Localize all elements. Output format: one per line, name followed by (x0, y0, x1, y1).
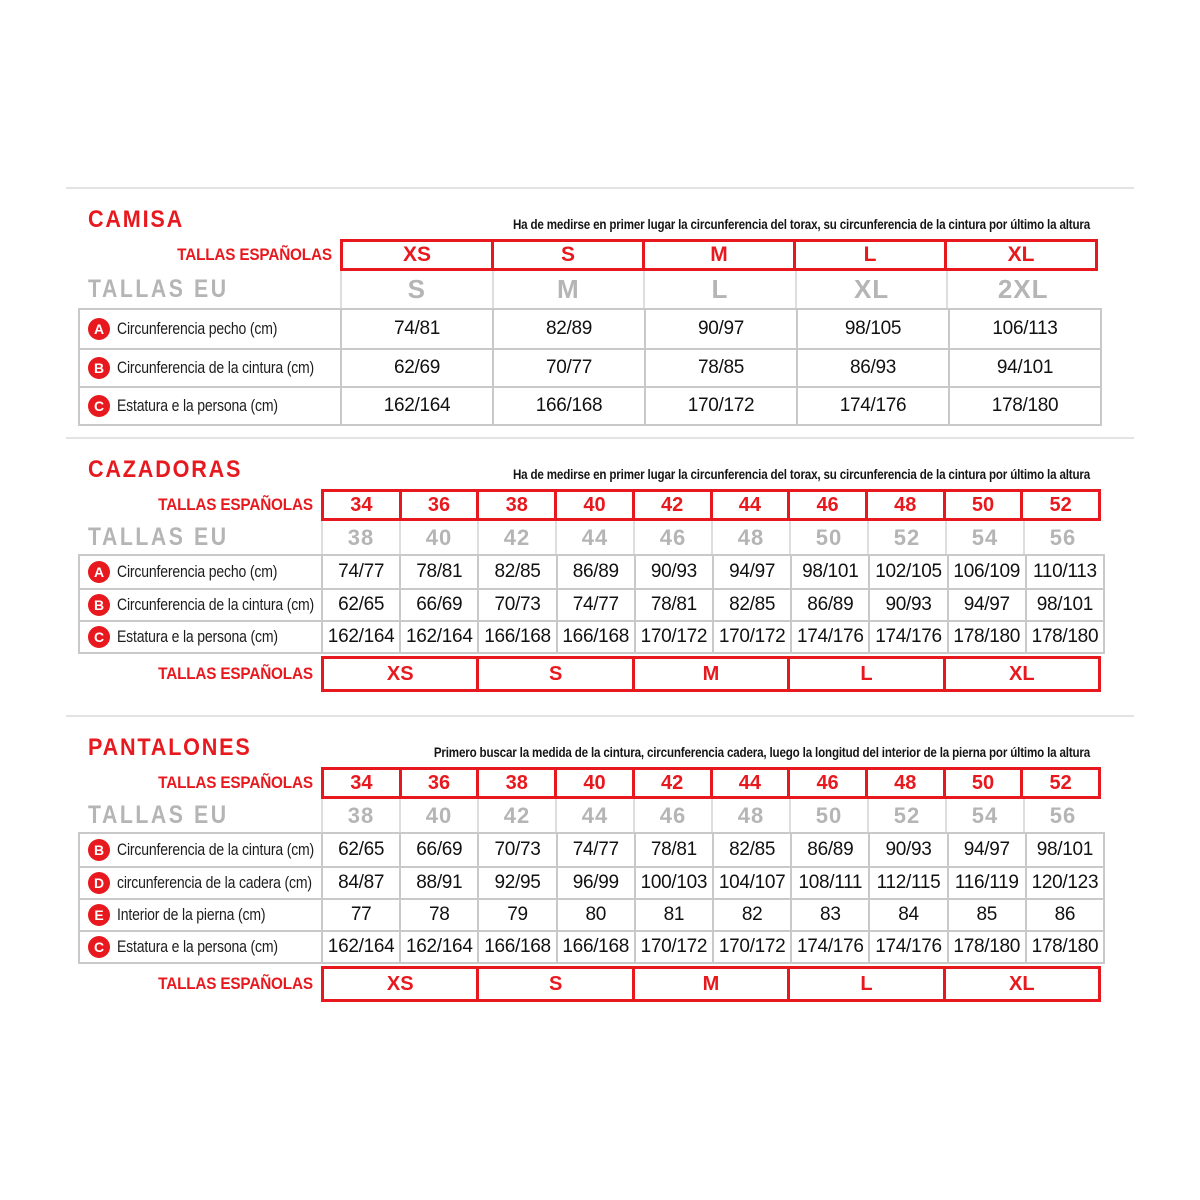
measure-value-cell: 94/97 (947, 590, 1025, 620)
measurements-table (78, 832, 1105, 964)
measure-row (80, 386, 1100, 424)
measure-value-cell: 162/164 (321, 622, 399, 652)
footer-size-cell: S (476, 659, 631, 689)
measure-value-cell: 166/168 (477, 932, 555, 962)
spanish-size-cell: 36 (399, 770, 477, 796)
measure-value-cell: 84/87 (321, 868, 399, 898)
measure-value-cell: 90/93 (868, 590, 946, 620)
measure-value-cell: 100/103 (634, 868, 712, 898)
measure-value-cell: 166/168 (492, 388, 644, 424)
eu-size-cell: 50 (789, 521, 867, 554)
measure-row (80, 556, 1103, 588)
measure-value-cell: 62/69 (340, 350, 492, 386)
eu-size-cell: 40 (399, 521, 477, 554)
spanish-size-cell: S (491, 242, 642, 268)
measure-value-cell: 70/73 (477, 834, 555, 866)
letter-badge: B (88, 357, 110, 379)
spanish-size-cell: 52 (1020, 492, 1098, 518)
spanish-sizes-row (66, 489, 1134, 521)
measure-value-cell: 78/81 (634, 590, 712, 620)
footer-size-cell: M (632, 969, 787, 999)
measure-label-cell (80, 350, 340, 386)
measure-value-cell: 83 (790, 900, 868, 930)
measure-value-cell: 174/176 (790, 622, 868, 652)
measure-value-cell: 108/111 (790, 868, 868, 898)
section-title: PANTALONES (88, 734, 252, 761)
measure-value-cell: 170/172 (634, 932, 712, 962)
measure-value-cell: 94/101 (948, 350, 1100, 386)
eu-size-cell: 2XL (946, 271, 1098, 308)
eu-size-cell: M (492, 271, 644, 308)
measure-value-cell: 178/180 (1025, 932, 1103, 962)
measure-label-cell (80, 900, 321, 930)
measure-value-cell: 74/81 (340, 310, 492, 348)
measure-value-cell: 94/97 (947, 834, 1025, 866)
footer-size-cell: S (476, 969, 631, 999)
section-header (66, 454, 1134, 484)
measure-value-cell: 79 (477, 900, 555, 930)
letter-badge: E (88, 904, 110, 926)
eu-sizes-label: TALLAS EU (88, 275, 229, 303)
eu-sizes-strip (321, 521, 1101, 554)
eu-size-cell: 50 (789, 799, 867, 832)
section-header (66, 732, 1134, 762)
eu-size-cell: 46 (633, 799, 711, 832)
letter-badge: A (88, 561, 110, 583)
eu-size-cell: L (643, 271, 795, 308)
footer-size-cell: L (787, 969, 942, 999)
measure-label-cell (80, 834, 321, 866)
measure-value-cell: 106/109 (947, 556, 1025, 588)
measure-value-cell: 162/164 (340, 388, 492, 424)
measure-label: Estatura e la persona (cm) (117, 937, 278, 956)
measure-row (80, 898, 1103, 930)
measure-value-cell: 90/93 (868, 834, 946, 866)
measure-value-cell: 74/77 (556, 834, 634, 866)
measure-value-cell: 70/77 (492, 350, 644, 386)
eu-sizes-strip (340, 271, 1098, 308)
eu-size-cell: 56 (1023, 799, 1101, 832)
measure-label-cell (80, 868, 321, 898)
spanish-sizes-row (66, 239, 1134, 271)
measure-value-cell: 77 (321, 900, 399, 930)
footer-size-cell: XS (386, 972, 414, 995)
measure-value-cell: 166/168 (477, 622, 555, 652)
measure-value-cell: 82/85 (712, 590, 790, 620)
spanish-size-cell: 50 (943, 492, 1021, 518)
measure-value-cell: 170/172 (644, 388, 796, 424)
measure-label-cell (80, 932, 321, 962)
measure-value-cell: 86/89 (556, 556, 634, 588)
eu-sizes-row (66, 271, 1134, 308)
measure-value-cell: 85 (947, 900, 1025, 930)
section-header (66, 204, 1134, 234)
measure-value-cell: 70/73 (477, 590, 555, 620)
measure-row (80, 866, 1103, 898)
measure-label-cell (80, 556, 321, 588)
eu-sizes-label-wrap (66, 271, 340, 308)
measure-row (80, 348, 1100, 386)
spanish-size-cell: XS (402, 243, 431, 266)
measure-value-cell: 92/95 (477, 868, 555, 898)
measurements-table (78, 554, 1105, 654)
footer-sizes-label: TALLAS ESPAÑOLAS (158, 664, 313, 683)
measure-row (80, 620, 1103, 652)
measure-value-cell: 82/89 (492, 310, 644, 348)
spanish-size-cell: 42 (632, 492, 710, 518)
measure-label: Circunferencia de la cintura (cm) (117, 358, 315, 377)
measure-value-cell: 98/101 (790, 556, 868, 588)
measure-label: Interior de la pierna (cm) (117, 905, 266, 924)
measure-value-cell: 78/81 (399, 556, 477, 588)
eu-size-cell: 48 (711, 521, 789, 554)
measure-value-cell: 82/85 (477, 556, 555, 588)
measure-value-cell: 86/89 (790, 834, 868, 866)
footer-size-cell: M (632, 659, 787, 689)
measure-value-cell: 90/93 (634, 556, 712, 588)
measure-value-cell: 90/97 (644, 310, 796, 348)
spanish-size-cell: 42 (632, 770, 710, 796)
section-instruction: Primero buscar la medida de la cintura, circunferencia cadera, luego la longitud del interior de la pierna por último la altura (433, 745, 1090, 760)
eu-size-cell: 46 (633, 521, 711, 554)
footer-size-cell: XL (943, 659, 1098, 689)
measure-value-cell: 74/77 (556, 590, 634, 620)
spanish-sizes-label: TALLAS ESPAÑOLAS (158, 773, 313, 792)
measure-label: Circunferencia de la cintura (cm) (117, 595, 315, 614)
section-camisa (66, 189, 1134, 426)
measure-value-cell: 170/172 (634, 622, 712, 652)
footer-sizes-label-wrap (66, 966, 321, 1002)
top-whitespace (0, 0, 1200, 187)
measure-row (80, 834, 1103, 866)
footer-sizes-label: TALLAS ESPAÑOLAS (158, 974, 313, 993)
spanish-size-cell: 34 (350, 493, 373, 516)
measure-value-cell: 74/77 (321, 556, 399, 588)
eu-size-cell: 56 (1023, 521, 1101, 554)
measure-value-cell: 110/113 (1025, 556, 1103, 588)
measure-value-cell: 66/69 (399, 834, 477, 866)
measure-label: circunferencia de la cadera (cm) (117, 873, 312, 892)
spanish-size-cell: XL (944, 242, 1095, 268)
spanish-sizes-label: TALLAS ESPAÑOLAS (177, 245, 332, 264)
spanish-size-cell: 38 (476, 492, 554, 518)
spanish-sizes-label-wrap (66, 489, 321, 521)
measure-label-cell (80, 388, 340, 424)
eu-size-cell: 52 (867, 521, 945, 554)
measure-label-cell (80, 622, 321, 652)
measure-value-cell: 162/164 (399, 932, 477, 962)
eu-size-cell: 42 (477, 799, 555, 832)
letter-badge: B (88, 839, 110, 861)
measure-value-cell: 88/91 (399, 868, 477, 898)
measure-value-cell: 178/180 (947, 622, 1025, 652)
measure-value-cell: 174/176 (868, 932, 946, 962)
measure-row (80, 588, 1103, 620)
footer-sizes-row (66, 656, 1134, 692)
eu-sizes-label-wrap (66, 521, 321, 554)
footer-sizes-strip (321, 966, 1101, 1002)
measure-value-cell: 166/168 (556, 932, 634, 962)
eu-size-cell: 54 (945, 521, 1023, 554)
eu-size-cell: 52 (867, 799, 945, 832)
eu-size-cell: 54 (945, 799, 1023, 832)
measure-value-cell: 178/180 (948, 388, 1100, 424)
section-instruction: Ha de medirse en primer lugar la circunferencia del torax, su circunferencia de la cintura por último la altura (512, 467, 1090, 482)
spanish-size-cell: 38 (476, 770, 554, 796)
measure-value-cell: 174/176 (790, 932, 868, 962)
measure-value-cell: 178/180 (1025, 622, 1103, 652)
measure-value-cell: 170/172 (712, 932, 790, 962)
measure-value-cell: 178/180 (947, 932, 1025, 962)
measure-value-cell: 162/164 (399, 622, 477, 652)
spanish-sizes-strip (321, 489, 1101, 521)
spanish-sizes-strip (321, 767, 1101, 799)
spanish-sizes-row (66, 767, 1134, 799)
spanish-sizes-label-wrap (66, 239, 340, 271)
measure-value-cell: 102/105 (868, 556, 946, 588)
measure-row (80, 930, 1103, 962)
measure-value-cell: 106/113 (948, 310, 1100, 348)
spanish-size-cell: 50 (943, 770, 1021, 796)
measure-value-cell: 104/107 (712, 868, 790, 898)
spanish-size-cell: 36 (399, 492, 477, 518)
measure-label-cell (80, 310, 340, 348)
measure-value-cell: 82/85 (712, 834, 790, 866)
spanish-size-cell: M (642, 242, 793, 268)
measure-row (80, 310, 1100, 348)
eu-size-cell: 44 (555, 799, 633, 832)
measure-value-cell: 170/172 (712, 622, 790, 652)
measure-value-cell: 86/93 (796, 350, 948, 386)
measure-value-cell: 112/115 (868, 868, 946, 898)
spanish-size-cell: L (793, 242, 944, 268)
spanish-size-cell: 34 (350, 771, 373, 794)
eu-size-cell: 42 (477, 521, 555, 554)
section-pantalones (66, 717, 1134, 1002)
measure-value-cell: 78 (399, 900, 477, 930)
spanish-size-cell: 46 (787, 770, 865, 796)
section-cazadoras (66, 439, 1134, 692)
spanish-size-cell: 48 (865, 770, 943, 796)
section-title: CAMISA (88, 206, 185, 233)
spanish-sizes-label: TALLAS ESPAÑOLAS (158, 495, 313, 514)
eu-size-cell: S (340, 271, 492, 308)
measure-value-cell: 94/97 (712, 556, 790, 588)
spanish-size-cell: 44 (710, 770, 788, 796)
eu-size-cell: 40 (399, 799, 477, 832)
measure-value-cell: 98/101 (1025, 834, 1103, 866)
spanish-sizes-strip (340, 239, 1098, 271)
letter-badge: C (88, 936, 110, 958)
letter-badge: D (88, 872, 110, 894)
eu-size-cell: 38 (321, 799, 399, 832)
measure-label: Estatura e la persona (cm) (117, 396, 278, 415)
section-instruction: Ha de medirse en primer lugar la circunferencia del torax, su circunferencia de la cintura por último la altura (512, 217, 1090, 232)
letter-badge: C (88, 626, 110, 648)
measure-label: Circunferencia de la cintura (cm) (117, 840, 315, 859)
measure-value-cell: 81 (634, 900, 712, 930)
measure-label-cell (80, 590, 321, 620)
measure-value-cell: 78/85 (644, 350, 796, 386)
measure-value-cell: 162/164 (321, 932, 399, 962)
section-title: CAZADORAS (88, 456, 243, 483)
measure-value-cell: 120/123 (1025, 868, 1103, 898)
footer-size-cell: XL (943, 969, 1098, 999)
spanish-size-cell: 44 (710, 492, 788, 518)
eu-size-cell: 48 (711, 799, 789, 832)
measure-value-cell: 166/168 (556, 622, 634, 652)
measure-value-cell: 86 (1025, 900, 1103, 930)
eu-sizes-row (66, 521, 1134, 554)
eu-size-cell: 44 (555, 521, 633, 554)
measure-label: Circunferencia pecho (cm) (117, 319, 278, 338)
measure-value-cell: 86/89 (790, 590, 868, 620)
footer-size-cell: XS (386, 662, 414, 685)
measure-value-cell: 78/81 (634, 834, 712, 866)
eu-sizes-row (66, 799, 1134, 832)
measure-value-cell: 98/105 (796, 310, 948, 348)
measure-value-cell: 84 (868, 900, 946, 930)
eu-sizes-label-wrap (66, 799, 321, 832)
letter-badge: B (88, 594, 110, 616)
measure-value-cell: 82 (712, 900, 790, 930)
eu-sizes-strip (321, 799, 1101, 832)
measure-value-cell: 80 (556, 900, 634, 930)
eu-size-cell: 38 (321, 521, 399, 554)
footer-sizes-row (66, 966, 1134, 1002)
measure-value-cell: 62/65 (321, 590, 399, 620)
footer-sizes-label-wrap (66, 656, 321, 692)
footer-size-cell: L (787, 659, 942, 689)
measurements-table (78, 308, 1102, 426)
footer-sizes-strip (321, 656, 1101, 692)
measure-value-cell: 174/176 (868, 622, 946, 652)
spanish-sizes-label-wrap (66, 767, 321, 799)
measure-value-cell: 98/101 (1025, 590, 1103, 620)
spanish-size-cell: 40 (554, 770, 632, 796)
letter-badge: A (88, 318, 110, 340)
measure-value-cell: 96/99 (556, 868, 634, 898)
spanish-size-cell: 48 (865, 492, 943, 518)
eu-sizes-label: TALLAS EU (88, 523, 229, 551)
measure-value-cell: 174/176 (796, 388, 948, 424)
measure-value-cell: 116/119 (947, 868, 1025, 898)
measure-value-cell: 66/69 (399, 590, 477, 620)
spanish-size-cell: 52 (1020, 770, 1098, 796)
eu-size-cell: XL (795, 271, 947, 308)
letter-badge: C (88, 395, 110, 417)
eu-sizes-label: TALLAS EU (88, 801, 229, 829)
measure-label: Estatura e la persona (cm) (117, 627, 278, 646)
measure-value-cell: 62/65 (321, 834, 399, 866)
spanish-size-cell: 46 (787, 492, 865, 518)
spanish-size-cell: 40 (554, 492, 632, 518)
measure-label: Circunferencia pecho (cm) (117, 562, 278, 581)
